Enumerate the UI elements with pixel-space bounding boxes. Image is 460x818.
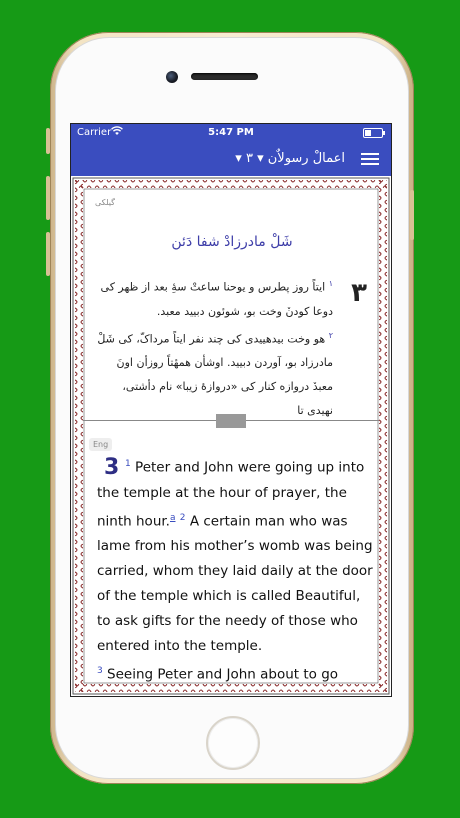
- mute-switch: [46, 128, 50, 154]
- home-button[interactable]: [206, 716, 260, 770]
- verse-paragraph: [97, 272, 333, 419]
- verse-text: A certain man who was lame from his mother’s womb was being carried, whom they laid daily at the door of the temple which is called Beautiful, to ask gifts for the needy of those who entered into the temple.: [97, 513, 373, 654]
- verse-number[interactable]: 3: [97, 666, 103, 676]
- verse-text: هو وخت بیدهییدی کی چند نفر ایتاً مرداکّ، کی شَلْ مادرزاد بو، آوردن دبیید. اوشأن همهٔتاً روزأن اونَ معبدٚ دروازه کنار کی «دروازهٔ زیبا» نام دأشتی، نهیدی تا: [97, 332, 333, 418]
- verse-text: ایتاً روز پطرس و یوحنا ساعتْ سهِٔ بعد از ظهر کی دوعا کودنٚ وخت بو، شوئون دبیید معبد.: [100, 280, 333, 318]
- verse-text: Seeing Peter and John about to go: [107, 666, 339, 683]
- volume-up-button: [46, 176, 50, 220]
- power-button: [410, 190, 414, 240]
- english-text-pane[interactable]: [87, 432, 377, 692]
- farsi-text-pane[interactable]: [87, 184, 377, 419]
- verse-paragraph: [97, 452, 373, 688]
- app-screen: [70, 123, 392, 697]
- nav-bar: [71, 142, 391, 176]
- verse-number[interactable]: ۱: [328, 279, 333, 288]
- language-label-gilaki: گیلکی: [95, 198, 115, 207]
- verse-number[interactable]: 2: [179, 512, 186, 523]
- volume-down-button: [46, 232, 50, 276]
- chapter-number: ۳: [351, 278, 367, 308]
- battery-icon: [363, 128, 383, 138]
- carrier-label: Carrier: [77, 127, 112, 138]
- status-bar: [71, 124, 391, 142]
- chapter-number: 3: [104, 455, 120, 480]
- language-label-english: Eng: [89, 438, 112, 451]
- clock: 5:47 PM: [208, 127, 254, 138]
- verse-number[interactable]: 1: [125, 459, 131, 469]
- footnote-link[interactable]: a: [169, 512, 176, 523]
- verse-number[interactable]: ۲: [328, 330, 333, 340]
- earpiece-speaker: [191, 73, 258, 80]
- hamburger-menu-icon[interactable]: [361, 153, 379, 165]
- pane-resize-handle[interactable]: [216, 414, 246, 428]
- book-chapter-selector[interactable]: اعمالْ رسولاٌن ▾ ۳ ▾: [235, 151, 345, 166]
- section-heading: شَلْ مادرزادْ شفا دَئن: [171, 234, 293, 250]
- verse-text: Peter and John were going up into the temple at the hour of prayer, the ninth hour.: [97, 459, 365, 529]
- reader-content: [71, 176, 391, 696]
- front-camera: [166, 71, 178, 83]
